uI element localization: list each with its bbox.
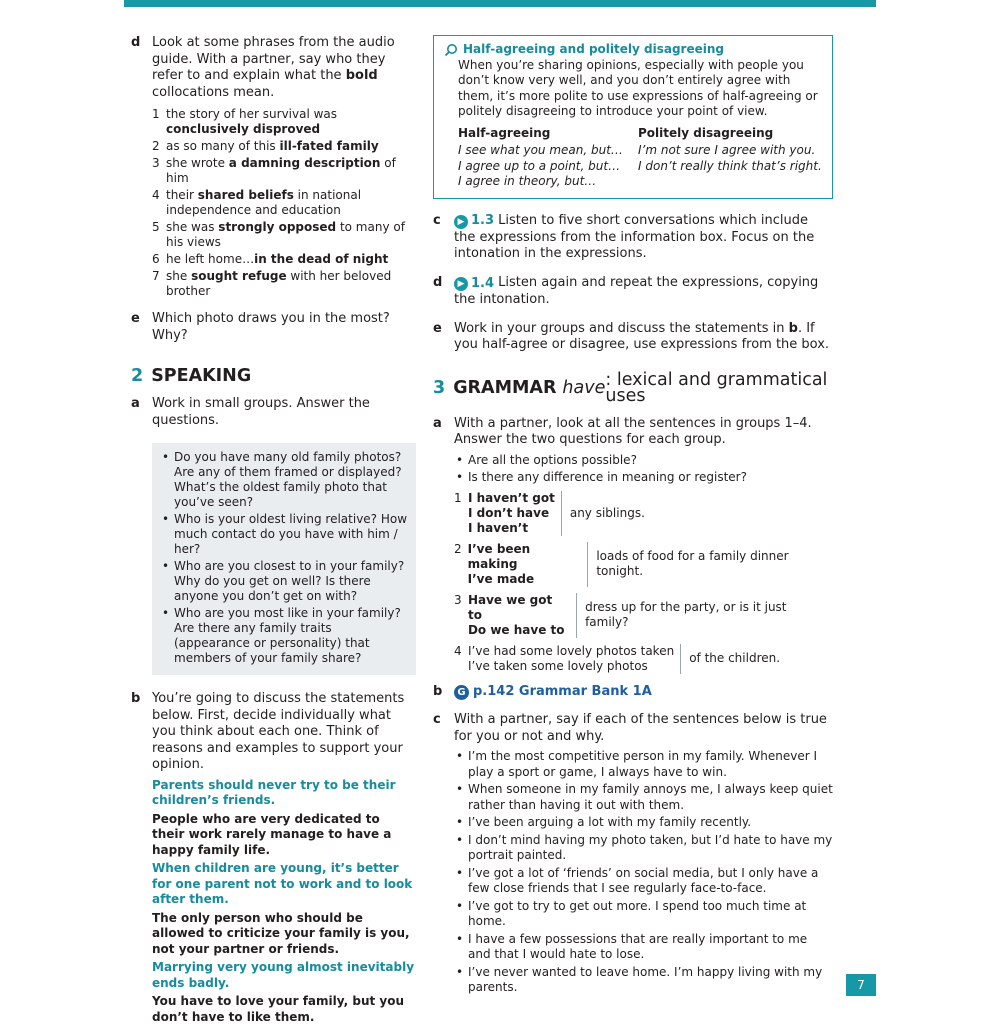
exercise-3a: [433, 416, 833, 674]
sentence-item: • I’ve got a lot of ‘friends’ on social media, but I only have a few close friends that I see regularly face-to-face.: [454, 866, 833, 897]
instruction-text: Listen to five short conversations which include the expressions from the information box. Focus on the intonation in the expressions.: [454, 212, 815, 262]
grammar-group: 1 I haven’t got I don’t have I haven’t any siblings.: [454, 490, 645, 535]
sentence-item: • I don’t mind having my photo taken, but I’d hate to have my portrait painted.: [454, 833, 833, 864]
phrase-item: 5 she was strongly opposed to many of his views: [152, 220, 405, 249]
exercise-3c: [433, 712, 833, 996]
magnifier-icon: [444, 43, 458, 57]
audio-track[interactable]: ▶ 1.4: [454, 276, 494, 293]
exercise-1d: [131, 35, 416, 299]
statement: Marrying very young almost inevitably ends badly.: [152, 960, 415, 990]
statements-list: [152, 778, 416, 1026]
phrase-item: 1 the story of her survival was conclusively disproved: [152, 107, 338, 136]
exercise-2b: [131, 691, 416, 1025]
section-title: SPEAKING: [151, 366, 252, 386]
exercise-2c: [433, 213, 833, 263]
phrase-item: 7 she sought refuge with her beloved brother: [152, 269, 392, 298]
question-item: • Do you have many old family photos? Are any of them framed or displayed? What’s the oldest family photo that you’ve seen?: [160, 450, 408, 510]
info-box: [433, 35, 833, 199]
sentence-item: • When someone in my family annoys me, I always keep quiet rather than having it out with them.: [454, 782, 833, 813]
exercise-letter: b: [131, 691, 141, 706]
exercise-letter: c: [433, 212, 441, 228]
sentence-item: • I’m the most competitive person in my family. Whenever I play a sport or game, I always have to win.: [454, 749, 833, 780]
section-number: 2: [131, 366, 144, 386]
grammar-bank-link[interactable]: G p.142 Grammar Bank 1A: [454, 684, 652, 701]
sentence-item: • I have a few possessions that are really important to me and that I would hate to lose.: [454, 932, 833, 963]
sentence-item: • I’ve got to try to get out more. I spend too much time at home.: [454, 899, 833, 930]
grammar-icon: G: [454, 685, 469, 700]
instruction-text: Listen again and repeat the expressions, copying the intonation.: [454, 274, 819, 307]
question-item: • Who is your oldest living relative? How much contact do you have with him / her?: [160, 512, 408, 557]
question-item: • Are all the options possible?: [454, 453, 833, 468]
phrase-item: 4 their shared beliefs in national independence and education: [152, 188, 362, 217]
expression: I agree in theory, but…: [458, 174, 597, 188]
column-heading: Half-agreeing: [458, 125, 551, 140]
statement: When children are young, it’s better for one parent not to work and to look after them.: [152, 861, 413, 906]
exercise-letter: e: [131, 311, 140, 326]
expression: I see what you mean, but…: [458, 143, 623, 157]
section-number: 3: [433, 377, 446, 398]
left-column: [131, 35, 416, 1028]
statement: Parents should never try to be their children’s friends.: [152, 777, 396, 807]
instruction-text: Which photo draws you in the most? Why?: [152, 311, 390, 343]
speaker-icon: ▶: [454, 277, 468, 291]
statement: You have to love your family, but you don’t have to like them.: [152, 994, 405, 1024]
phrase-item: 6 he left home…in the dead of night: [152, 252, 389, 266]
info-box-body: When you’re sharing opinions, especially with people you don’t know very well, and you don’t entirely agree with them, it’s more polite to use expressions of half-agreeing or politely disagreeing to introduce your point of view.: [458, 57, 818, 118]
questions-box: [152, 443, 416, 675]
exercise-letter: d: [433, 274, 443, 290]
phrase-item: 2 as so many of this ill-fated family: [152, 139, 379, 153]
exercise-letter: d: [131, 35, 141, 50]
question-item: • Who are you closest to in your family? Why do you get on well? Is there anyone you don’t get on with?: [160, 559, 408, 604]
exercise-2d: [433, 275, 833, 309]
expression: I don’t really think that’s right.: [638, 158, 822, 173]
page-number: 7: [846, 974, 876, 996]
speaker-icon: ▶: [454, 215, 468, 229]
grammar-group: 4 I’ve had some lovely photos taken I’ve taken some lovely photos of the children.: [454, 643, 781, 673]
right-column: [433, 35, 833, 998]
instruction-text: You’re going to discuss the statements below. First, decide individually what you think about each one. Think of reasons and examples to support your opinion.: [152, 691, 405, 772]
expression: I’m not sure I agree with you.: [638, 143, 816, 157]
exercise-2e: e Work in your groups and discuss the statements in b. If you half-agree or disagree, use expressions from the box.: [433, 320, 830, 352]
grammar-group: 3 Have we got to Do we have to dress up for the party, or is it just family?: [454, 592, 787, 637]
section-title: GRAMMAR: [453, 377, 557, 398]
top-color-bar: [124, 0, 876, 7]
exercise-1e: [131, 311, 416, 344]
exercise-letter: e: [433, 320, 442, 336]
exercise-2a: [131, 396, 416, 429]
section-heading-grammar: [433, 369, 833, 406]
phrase-list: [152, 107, 416, 299]
sentence-item: • I’ve been arguing a lot with my family recently.: [454, 815, 833, 831]
exercise-letter: a: [131, 396, 140, 411]
exercise-letter: a: [433, 415, 442, 431]
instruction-text: Work in small groups. Answer the questions.: [152, 396, 370, 428]
audio-track[interactable]: ▶ 1.3: [454, 213, 494, 230]
info-box-title-text: Half-agreeing and politely disagreeing: [463, 42, 724, 56]
instruction-text: Look at some phrases from the audio guide. With a partner, say who they refer to and explain what the: [152, 35, 395, 83]
expression: I agree up to a point, but…: [458, 158, 621, 173]
exercise-letter: c: [433, 712, 441, 728]
info-box-title: [444, 42, 822, 58]
sentence-item: • I’ve never wanted to leave home. I’m happy living with my parents.: [454, 965, 833, 996]
instruction-text: With a partner, say if each of the sentences below is true for you or not and why.: [454, 712, 827, 744]
instruction-text: With a partner, look at all the sentences in groups 1–4. Answer the two questions for each group.: [454, 415, 812, 447]
section-title-italic: have: [562, 377, 606, 398]
instruction-bold: bold: [345, 68, 378, 83]
statement: The only person who should be allowed to criticize your family is you, not your partner or friends.: [152, 910, 410, 956]
instruction-text-end: collocations mean.: [152, 84, 275, 100]
statement: People who are very dedicated to their work rarely manage to have a happy family life.: [152, 811, 392, 857]
phrase-item: 3 she wrote a damning description of him: [152, 156, 396, 185]
grammar-group: 2 I’ve been making I’ve made loads of food for a family dinner tonight.: [454, 541, 789, 586]
section-heading-speaking: [131, 368, 416, 384]
question-item: • Is there any difference in meaning or register?: [454, 470, 833, 485]
question-item: • Who are you most like in your family? Are there any family traits (appearance or personality) that members of your family share?: [160, 606, 408, 666]
column-heading: Politely disagreeing: [638, 125, 774, 140]
grammar-groups: [454, 491, 833, 674]
exercise-3b: [433, 684, 833, 701]
section-subtitle: : lexical and grammatical uses: [605, 369, 828, 406]
half-agreeing-column: [458, 126, 638, 190]
politely-disagreeing-column: [638, 126, 822, 190]
exercise-letter: b: [433, 683, 443, 699]
